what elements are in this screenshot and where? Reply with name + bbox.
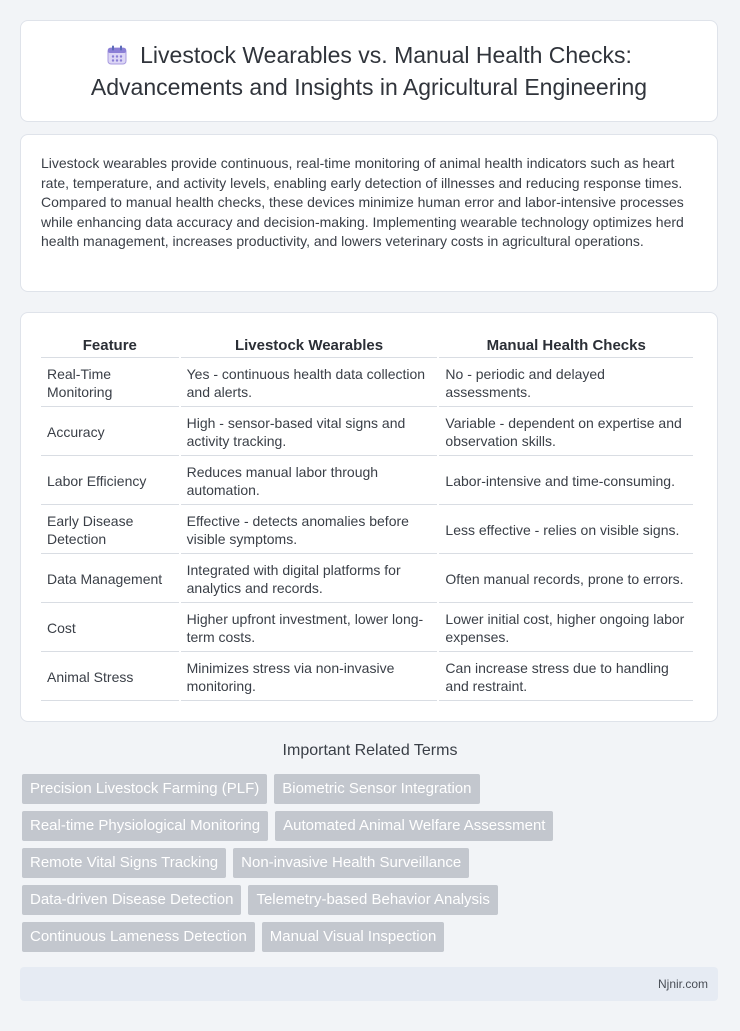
cell-feature: Animal Stress bbox=[41, 654, 179, 701]
title-card bbox=[20, 20, 718, 122]
term-tag[interactable]: Biometric Sensor Integration bbox=[274, 774, 479, 804]
term-tag[interactable]: Remote Vital Signs Tracking bbox=[22, 848, 226, 878]
table-row bbox=[41, 458, 693, 505]
term-row bbox=[22, 774, 722, 804]
cell-manual: Often manual records, prone to errors. bbox=[439, 556, 693, 603]
related-terms-heading: Important Related Terms bbox=[282, 742, 458, 759]
term-tag[interactable]: Non-invasive Health Surveillance bbox=[233, 848, 469, 878]
cell-manual: Less effective - relies on visible signs. bbox=[439, 507, 693, 554]
table-row bbox=[41, 409, 693, 456]
cell-feature: Data Management bbox=[41, 556, 179, 603]
cell-feature: Accuracy bbox=[41, 409, 179, 456]
cell-wearables: High - sensor-based vital signs and activity tracking. bbox=[181, 409, 438, 456]
term-row bbox=[22, 922, 722, 952]
cell-manual: No - periodic and delayed assessments. bbox=[439, 360, 693, 407]
term-tag[interactable]: Automated Animal Welfare Assessment bbox=[275, 811, 553, 841]
calendar-icon bbox=[106, 42, 128, 64]
cell-wearables: Integrated with digital platforms for analytics and records. bbox=[181, 556, 438, 603]
term-tag[interactable]: Data-driven Disease Detection bbox=[22, 885, 241, 915]
header-manual: Manual Health Checks bbox=[439, 333, 693, 358]
term-row bbox=[22, 885, 722, 915]
term-tag[interactable]: Telemetry-based Behavior Analysis bbox=[248, 885, 497, 915]
cell-feature: Real-Time Monitoring bbox=[41, 360, 179, 407]
cell-feature: Cost bbox=[41, 605, 179, 652]
header-feature: Feature bbox=[41, 333, 179, 358]
related-terms-list bbox=[22, 774, 722, 959]
page-title bbox=[21, 39, 717, 103]
cell-feature: Labor Efficiency bbox=[41, 458, 179, 505]
footer bbox=[20, 967, 718, 1001]
footer-site[interactable]: Njnir.com bbox=[657, 977, 708, 991]
cell-wearables: Reduces manual labor through automation. bbox=[181, 458, 438, 505]
cell-manual: Labor-intensive and time-consuming. bbox=[439, 458, 693, 505]
header-wearables: Livestock Wearables bbox=[181, 333, 438, 358]
comparison-table-card bbox=[20, 312, 718, 722]
intro-card bbox=[20, 134, 718, 292]
cell-wearables: Higher upfront investment, lower long-term costs. bbox=[181, 605, 438, 652]
comparison-table bbox=[39, 331, 695, 703]
table-row bbox=[41, 556, 693, 603]
table-header-row bbox=[41, 333, 693, 358]
cell-wearables: Effective - detects anomalies before visible symptoms. bbox=[181, 507, 438, 554]
term-row bbox=[22, 811, 722, 841]
table-row bbox=[41, 654, 693, 701]
intro-text: Livestock wearables provide continuous, real-time monitoring of animal health indicators such as heart rate, temperature, and activity levels, enabling early detection of illnesses and reducing response times. Compared to manual health checks, these devices minimize human error and labor-intensive processes while enhancing data accuracy and decision-making. Implementing wearable technology optimizes herd health management, increases productivity, and lowers veterinary costs in agricultural operations. bbox=[41, 155, 684, 250]
cell-wearables: Minimizes stress via non-invasive monitoring. bbox=[181, 654, 438, 701]
term-tag[interactable]: Real-time Physiological Monitoring bbox=[22, 811, 268, 841]
term-tag[interactable]: Precision Livestock Farming (PLF) bbox=[22, 774, 267, 804]
term-tag[interactable]: Manual Visual Inspection bbox=[262, 922, 445, 952]
term-tag[interactable]: Continuous Lameness Detection bbox=[22, 922, 255, 952]
cell-manual: Variable - dependent on expertise and observation skills. bbox=[439, 409, 693, 456]
cell-manual: Can increase stress due to handling and restraint. bbox=[439, 654, 693, 701]
table-row bbox=[41, 605, 693, 652]
cell-wearables: Yes - continuous health data collection and alerts. bbox=[181, 360, 438, 407]
title-text: Livestock Wearables vs. Manual Health Checks: Advancements and Insights in Agricultural Engineering bbox=[90, 42, 648, 100]
table-row bbox=[41, 360, 693, 407]
table-row bbox=[41, 507, 693, 554]
cell-manual: Lower initial cost, higher ongoing labor expenses. bbox=[439, 605, 693, 652]
cell-feature: Early Disease Detection bbox=[41, 507, 179, 554]
term-row bbox=[22, 848, 722, 878]
